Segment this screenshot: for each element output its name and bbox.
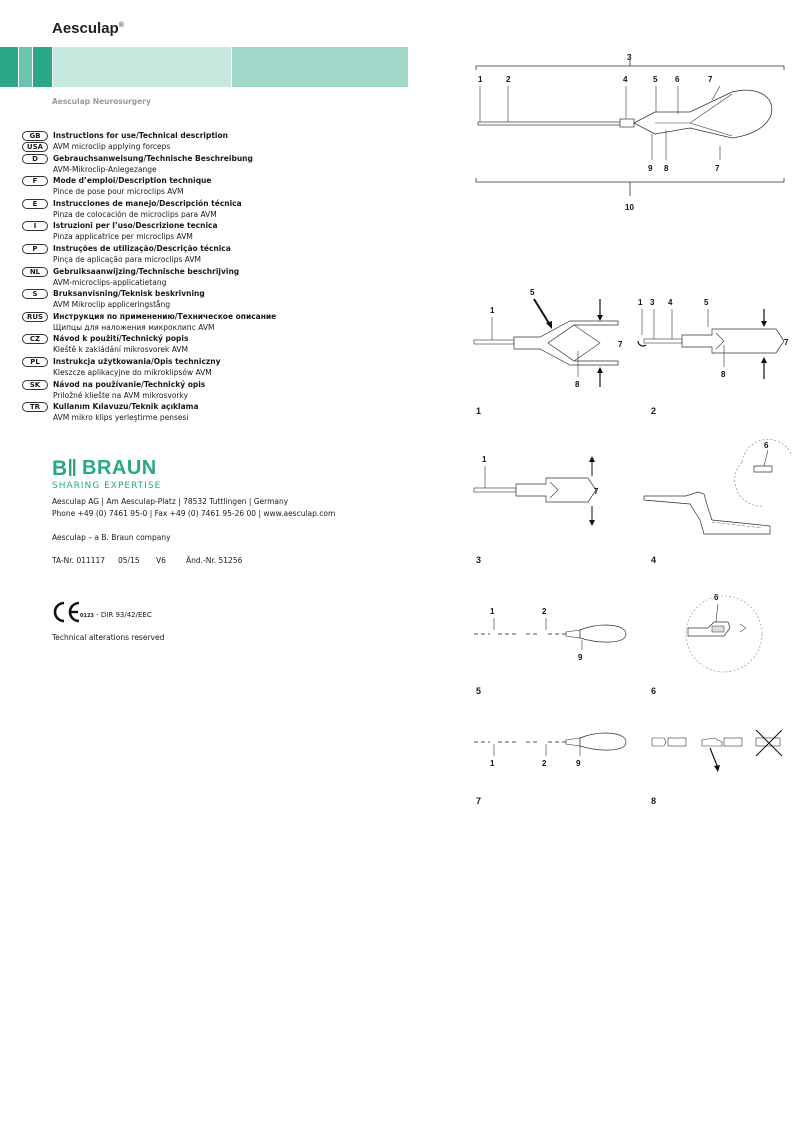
language-entry [22, 175, 402, 198]
language-entry [22, 356, 402, 379]
language-product: Щипцы для наложения микроклипс AVM [53, 322, 215, 332]
figure-number-4: 4 [651, 555, 657, 565]
language-product: Kleště k zakládání mikrosvorek AVM [53, 345, 189, 355]
figure-2 [636, 295, 796, 395]
language-code: E [22, 199, 48, 209]
color-band-mid [19, 47, 32, 87]
label-3: 3 [627, 53, 632, 62]
language-code: NL [22, 267, 48, 277]
label-8: 8 [664, 164, 669, 173]
figure-8 [648, 728, 788, 778]
color-band-dark [0, 47, 18, 87]
division-subtitle: Aesculap Neurosurgery [52, 97, 151, 106]
figure-number-7: 7 [476, 796, 482, 806]
bbraun-logo [52, 456, 157, 482]
label-1: 1 [478, 75, 483, 84]
label-9: 9 [576, 759, 581, 768]
label-7: 7 [594, 487, 599, 496]
label-7: 7 [784, 338, 789, 347]
figure-number-5: 5 [476, 686, 482, 696]
ce-mark [52, 600, 82, 628]
ce-mark-icon [52, 600, 82, 624]
bbraun-b-mark-icon [52, 456, 80, 478]
language-entry [22, 153, 402, 176]
label-5: 5 [653, 75, 658, 84]
label-2: 2 [506, 75, 511, 84]
label-6: 6 [764, 441, 769, 450]
language-entry [22, 243, 402, 266]
language-entry [22, 220, 402, 243]
language-product: AVM-microclips-applicatietang [53, 277, 167, 287]
company-address: Aesculap AG | Am Aesculap-Platz | 78532 Tuttlingen | Germany [52, 497, 289, 506]
language-code: F [22, 176, 48, 186]
technical-alterations-note: Technical alterations reserved [52, 633, 165, 642]
language-code: RUS [22, 312, 48, 322]
language-code: GB [22, 131, 48, 141]
language-title: Gebrauchsanweisung/Technische Beschreibung [53, 153, 253, 163]
language-product: Kleszcze aplikacyjne do mikroklipsów AVM [53, 367, 212, 377]
language-entry [22, 130, 402, 153]
language-code: PL [22, 357, 48, 367]
language-code: CZ [22, 334, 48, 344]
figure-number-3: 3 [476, 555, 482, 565]
figure-7 [470, 720, 635, 780]
label-8: 8 [575, 380, 580, 389]
language-product: Pince de pose pour microclips AVM [53, 187, 184, 197]
language-product: AVM mikro klips yerleştirme pensesi [53, 413, 189, 423]
language-entry [22, 401, 402, 424]
figure-4 [642, 436, 792, 542]
ce-directive: 0123 - DIR 93/42/EEC [80, 611, 152, 619]
language-entry [22, 288, 402, 311]
aesculap-brand: Aesculap® [52, 20, 124, 37]
language-code: D [22, 154, 48, 164]
label-4: 4 [623, 75, 628, 84]
language-code: TR [22, 402, 48, 412]
label-8: 8 [721, 370, 726, 379]
figure-3 [470, 450, 630, 530]
svg-text:B: B [52, 457, 68, 478]
figure-6 [668, 588, 768, 680]
language-product: Pinça de aplicação para microclips AVM [53, 254, 202, 264]
label-7: 7 [618, 340, 623, 349]
language-entry [22, 379, 402, 402]
label-3: 3 [650, 298, 655, 307]
language-title: Istruzioni per l’uso/Descrizione tecnica [53, 221, 218, 231]
language-product: AVM-Mikroclip-Anlegezange [53, 164, 157, 174]
label-2: 2 [542, 759, 547, 768]
ta-version: V6 [156, 556, 166, 565]
ta-change-number: Änd.-Nr. 51256 [186, 556, 243, 565]
figure-5 [470, 600, 635, 670]
label-9: 9 [578, 653, 583, 662]
color-band-green [33, 47, 52, 87]
language-product: Priložné kliešte na AVM mikrosvorky [53, 390, 189, 400]
ta-number: TA-Nr. 011117 [52, 556, 106, 565]
label-6: 6 [714, 593, 719, 602]
label-4: 4 [668, 298, 673, 307]
language-title: Kullanım Kılavuzu/Teknik açıklama [53, 402, 199, 412]
language-title: Návod na používanie/Technický opis [53, 379, 206, 389]
company-group: Aesculap – a B. Braun company [52, 533, 171, 542]
label-1: 1 [490, 607, 495, 616]
language-title: Instruções de utilização/Descrição técnica [53, 243, 231, 253]
label-2: 2 [542, 607, 547, 616]
language-list [22, 130, 402, 424]
label-5: 5 [530, 288, 535, 297]
language-title: Bruksanvisning/Teknisk beskrivning [53, 289, 205, 299]
language-title: Mode d’emploi/Description technique [53, 176, 212, 186]
language-product: Pinza de colocación de microclips para AVM [53, 209, 217, 219]
language-entry [22, 311, 402, 334]
label-1: 1 [490, 759, 495, 768]
label-1: 1 [490, 306, 495, 315]
figure-number-6: 6 [651, 686, 657, 696]
language-title: Instrukcja użytkowania/Opis techniczny [53, 356, 221, 366]
company-phone: Phone +49 (0) 7461 95-0 | Fax +49 (0) 7461 95-26 00 | www.aesculap.com [52, 509, 336, 518]
language-code-secondary: USA [22, 142, 48, 152]
label-6: 6 [675, 75, 680, 84]
language-entry [22, 333, 402, 356]
label-1: 1 [638, 298, 643, 307]
label-9: 9 [648, 164, 653, 173]
label-1: 1 [482, 455, 487, 464]
label-5: 5 [704, 298, 709, 307]
label-10: 10 [625, 203, 634, 212]
language-title: Instrucciones de manejo/Descripción técnica [53, 198, 242, 208]
label-7-lower: 7 [715, 164, 720, 173]
label-7: 7 [708, 75, 713, 84]
language-product: AVM Mikroclip appliceringstång [53, 300, 171, 310]
bbraun-logo-text: BRAUN [82, 457, 157, 479]
language-title: Gebruiksaanwijzing/Technische beschrijving [53, 266, 240, 276]
language-code: I [22, 221, 48, 231]
language-title: Návod k použití/Technický popis [53, 334, 189, 344]
language-code: P [22, 244, 48, 254]
bbraun-slogan: SHARING EXPERTISE [52, 481, 162, 491]
language-title: Инструкция по применению/Техническое описание [53, 311, 277, 321]
figure-number-8: 8 [651, 796, 657, 806]
language-product: Pinza applicatrice per microclips AVM [53, 232, 193, 242]
language-title: Instructions for use/Technical description [53, 131, 228, 140]
figure-number-2: 2 [651, 406, 657, 416]
language-code: SK [22, 380, 48, 390]
color-band-light [53, 47, 231, 87]
figure-1 [470, 285, 635, 395]
language-entry [22, 198, 402, 221]
language-product: AVM microclip applying forceps [53, 142, 171, 151]
language-code: S [22, 289, 48, 299]
figure-number-1: 1 [476, 406, 482, 416]
main-instrument-figure [470, 50, 790, 220]
language-entry [22, 266, 402, 289]
ta-date: 05/15 [118, 556, 140, 565]
color-band-right [232, 47, 408, 87]
